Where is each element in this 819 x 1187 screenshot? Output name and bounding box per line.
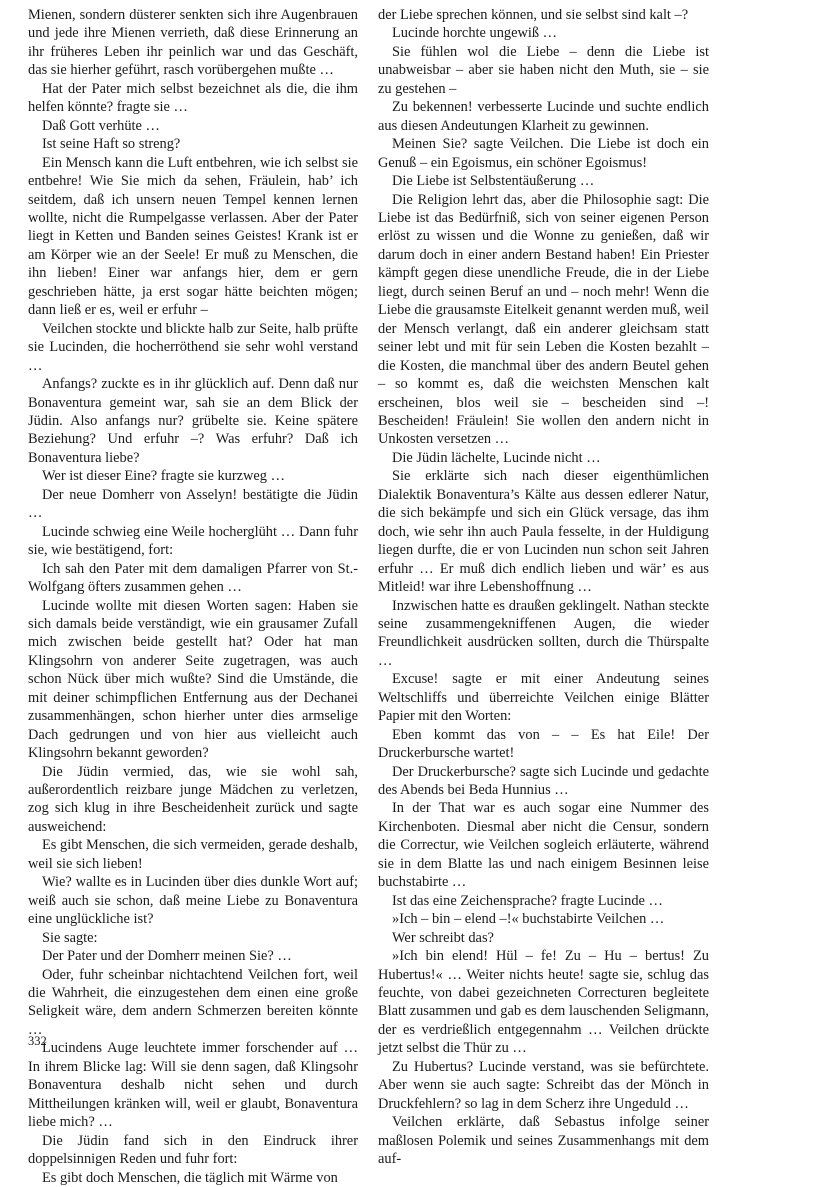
paragraph: In der That war es auch sogar eine Nummer des Kirchenboten. Diesmal aber nicht die Censur, sondern die Correctur, wie Veilchen sogleich erläuterte, während sie in dem Blatte las und nach einigem Besinnen leise buchstabirte … bbox=[378, 800, 709, 891]
paragraph: Die Jüdin lächelte, Lucinde nicht … bbox=[392, 449, 601, 466]
paragraph: Die Liebe ist Selbstentäußerung … bbox=[392, 173, 595, 190]
paragraph: Lucinde schwieg eine Weile hocherglüht … Dann fuhr sie, wie bestätigend, fort: bbox=[28, 523, 358, 559]
paragraph: Daß Gott verhüte … bbox=[42, 117, 160, 134]
paragraph: der Liebe sprechen können, und sie selbst sind kalt –? bbox=[378, 7, 689, 23]
paragraph: Inzwischen hatte es draußen geklingelt. Nathan steckte seine zusammengekniffenen Augen, die wieder Freundlichkeit ausdrücken sollten, durch die Thürspalte … bbox=[378, 597, 709, 669]
paragraph: Wer ist dieser Eine? fragte sie kurzweg … bbox=[42, 468, 285, 485]
paragraph: Zu Hubertus? Lucinde verstand, was sie befürchtete. Aber wenn sie auch sagte: Schreibt das der Mönch in Druckfehlern? so lag in dem Scherz ihre Ungeduld … bbox=[378, 1058, 709, 1112]
paragraph: Sie fühlen wol die Liebe – denn die Liebe ist unabweisbar – aber sie haben nicht den Muth, sie – sie zu gestehen – bbox=[378, 43, 709, 97]
left-column bbox=[28, 6, 358, 1187]
paragraph: Veilchen stockte und blickte halb zur Seite, halb prüfte sie Lucinden, die hocherröthend sie sehr wohl verstand … bbox=[28, 320, 358, 374]
paragraph: Der neue Domherr von Asselyn! bestätigte die Jüdin … bbox=[28, 486, 358, 522]
paragraph: Es gibt Menschen, die sich vermeiden, gerade deshalb, weil sie sich lieben! bbox=[28, 837, 358, 872]
paragraph: Hat der Pater mich selbst bezeichnet als die, die ihm helfen könnte? fragte sie … bbox=[28, 80, 358, 116]
paragraph: Wie? wallte es in Lucinden über dies dunkle Wort auf; weiß auch sie schon, daß meine Liebe zu Bonaventura eine unglückliche ist? bbox=[28, 874, 358, 928]
paragraph: Wer schreibt das? bbox=[392, 929, 494, 946]
paragraph: Die Jüdin fand sich in den Eindruck ihrer doppelsinnigen Reden und fuhr fort: bbox=[28, 1132, 358, 1168]
paragraph: Meinen Sie? sagte Veilchen. Die Liebe ist doch ein Genuß – ein Egoismus, ein schöner Egoismus! bbox=[378, 136, 709, 171]
paragraph: Lucinde horchte ungewiß … bbox=[392, 25, 558, 42]
paragraph: Es gibt doch Menschen, die täglich mit Wärme von bbox=[42, 1169, 338, 1186]
paragraph: Der Pater und der Domherr meinen Sie? … bbox=[42, 948, 292, 965]
paragraph: Ein Mensch kann die Luft entbehren, wie ich selbst sie entbehre! Wie Sie mich da sehen, Fräulein, hab’ ich seitdem, daß ich unsern neuen Tempel kennen lernen wollte, nicht die Rumpelgasse verlassen. Aber der Pater liegt in Ketten und Banden seines Geistes! Krank ist er am Körper wie an der Seele! Er muß zu Menschen, die ihn lieben! Einer war anfangs hier, dem er gern geschrieben hätte, ja erst sogar hätte beichten mögen; dann ließ er es, weil er erfuhr – bbox=[28, 154, 358, 319]
paragraph: Sie sagte: bbox=[42, 929, 98, 946]
paragraph: Mienen, sondern düsterer senkten sich ihre Augenbrauen und jede ihre Mienen verrieth, daß diese Erinnerung an ihr früheres Leben ihr peinlich war und das Geschäft, das sie hierher geführt, rasch vorübergehen mußte … bbox=[28, 7, 358, 79]
paragraph: Eben kommt das von – – Es hat Eile! Der Druckerbursche wartet! bbox=[378, 726, 709, 762]
paragraph: Excuse! sagte er mit einer Andeutung seines Weltschliffs und überreichte Veilchen einige Blätter Papier mit den Worten: bbox=[378, 671, 709, 725]
page-number: 332 bbox=[28, 1034, 47, 1048]
paragraph: Zu bekennen! verbesserte Lucinde und suchte endlich aus diesen Andeutungen Klarheit zu gewinnen. bbox=[378, 99, 709, 134]
paragraph: »Ich – bin – elend –!« buchstabirte Veilchen … bbox=[392, 911, 665, 928]
paragraph: Lucindens Auge leuchtete immer forschender auf … In ihrem Blicke lag: Will sie denn sagen, daß Klingsohr Bonaventura deshalb nicht sehen und durch Mittheilungen kränken will, weil er glaubt, Bonaventura liebe mich? … bbox=[28, 1040, 358, 1131]
paragraph: Oder, fuhr scheinbar nichtachtend Veilchen fort, weil die Wahrheit, die einzugestehen dem einen eine große Seligkeit wäre, dem andern Schmerzen bereiten könnte … bbox=[28, 966, 358, 1038]
paragraph: Ich sah den Pater mit dem damaligen Pfarrer von St.-Wolfgang öfters zusammen gehen … bbox=[28, 560, 358, 596]
right-column bbox=[378, 6, 709, 1169]
paragraph: Veilchen erklärte, daß Sebastus infolge seiner maßlosen Polemik und seines Zusammenhangs mit dem auf- bbox=[378, 1114, 709, 1168]
paragraph: Der Druckerbursche? sagte sich Lucinde und gedachte des Abends bei Beda Hunnius … bbox=[378, 763, 709, 799]
paragraph: Die Religion lehrt das, aber die Philosophie sagt: Die Liebe ist das Bedürfniß, sich von seiner eigenen Person erlöst zu wissen und die Wonne zu genießen, daß wir darum doch in einer andern Bestand haben! Ein Priester kämpft gegen diese unendliche Freude, die in der Liebe liegt, durch seinen Beruf an und – noch mehr! Wenn die Liebe die grausamste Eitelkeit genannt werden muß, weil der Mensch verlangt, daß ein anderer gleichsam statt seiner lebt und mit für sein Leben die Kosten bezahlt – die Kosten, die manchmal über des andern Beutel gehen – so kommt es, daß die weichsten Menschen kalt erscheinen, blos weil sie – bescheiden sind –! Bescheiden! Fräulein! Sie wollen den andern nicht in Unkosten versetzen … bbox=[378, 191, 709, 448]
paragraph: Ist das eine Zeichensprache? fragte Lucinde … bbox=[392, 892, 663, 909]
paragraph: Lucinde wollte mit diesen Worten sagen: Haben sie sich damals beide verständigt, wie ein grausamer Zufall mich zwischen beide gestellt hat? Oder hat man Klingsohrn von anderer Seite zugetragen, was auch schon Nück über mich wußte? Sind die Umstände, die mit deiner schimpflichen Entfernung aus der Dechanei zusammenhängen, schon hierher unter dies armselige Dach gedrungen und von hier aus vielleicht auch Klingsohrn bekannt geworden? bbox=[28, 597, 358, 762]
paragraph: Die Jüdin vermied, das, wie sie wohl sah, außerordentlich reizbare junge Mädchen zu verletzen, zog sich klug in ihre Bescheidenheit zurück und sagte ausweichend: bbox=[28, 763, 358, 835]
paragraph: Sie erklärte sich nach dieser eigenthümlichen Dialektik Bonaventura’s Kälte aus dessen edlerer Natur, die sich bekämpfe und sich ein Glück versage, das ihm doch, wie sehr ihn auch Paula fesselte, in der Huldigung liegen durfte, die er von Lucinden nun schon seit Jahren erfuhr … Er muß dich endlich lieben und wär’ es aus Mitleid! war ihre Lebenshoffnung … bbox=[378, 468, 709, 596]
paragraph: Anfangs? zuckte es in ihr glücklich auf. Denn daß nur Bonaventura gemeint war, sah sie an dem Blick der Jüdin. Also anfangs nur? grübelte sie. Keine spätere Beziehung? Und erfuhr –? Was erfuhr? Daß ich Bonaventura liebe? bbox=[28, 376, 358, 466]
paragraph: »Ich bin elend! Hül – fe! Zu – Hu – bertus! Zu Hubertus!« … Weiter nichts heute! sagte sie, schlug das feuchte, von dabei gezeichneten Correcturen begleitete Blatt zusammen und gab es dem lauschenden Seligmann, der es verdrießlich entgegennahm … Veilchen drückte jetzt selbst die Thür zu … bbox=[378, 948, 709, 1057]
paragraph: Ist seine Haft so streng? bbox=[42, 136, 181, 153]
